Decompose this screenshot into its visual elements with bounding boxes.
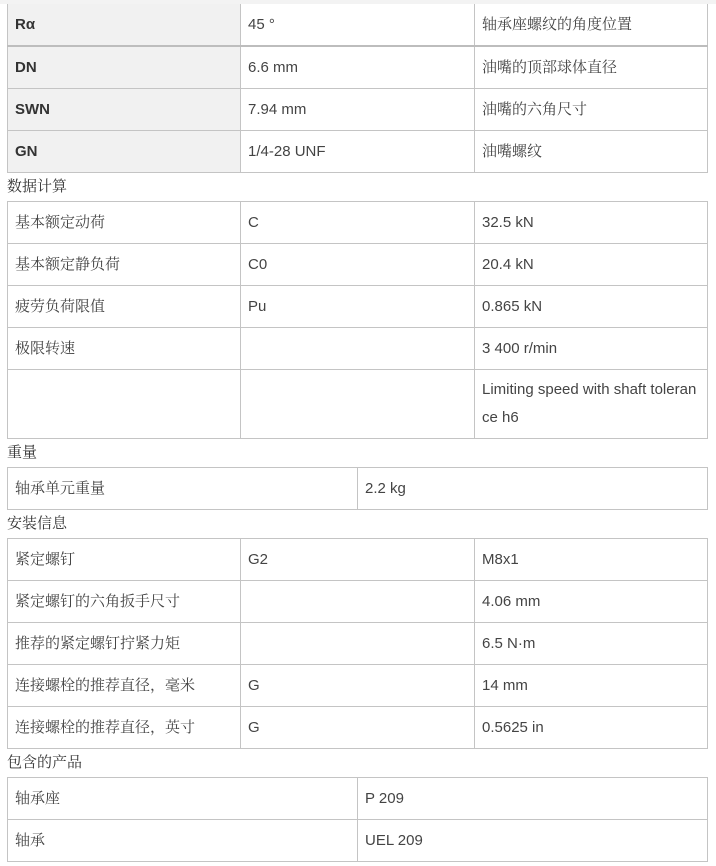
mount-value: 14 mm (475, 665, 708, 707)
calc-name: 基本额定动荷 (8, 202, 241, 244)
table-row (8, 707, 708, 749)
table-row (8, 202, 708, 244)
spec-description: 油嘴的顶部球体直径 (475, 46, 708, 89)
section-title-weight: 重量 (7, 444, 38, 461)
product-name: 轴承座 (8, 778, 358, 820)
product-name: 轴承 (8, 820, 358, 862)
mount-name: 连接螺栓的推荐直径，英寸 (8, 707, 241, 749)
calc-value: 3 400 r/min (475, 328, 708, 370)
table-row (8, 328, 708, 370)
calc-value: 20.4 kN (475, 244, 708, 286)
mount-value: M8x1 (475, 539, 708, 581)
table-row (8, 89, 708, 131)
calc-symbol: C0 (241, 244, 475, 286)
calc-value: 0.865 kN (475, 286, 708, 328)
dimension-spec-table (7, 4, 708, 173)
section-title-included-products: 包含的产品 (7, 754, 83, 771)
spec-value: 45 ° (241, 4, 475, 46)
table-row (8, 286, 708, 328)
weight-table (7, 467, 708, 510)
mount-value: 6.5 N·m (475, 623, 708, 665)
spec-description: 轴承座螺纹的角度位置 (475, 4, 708, 46)
weight-value: 2.2 kg (358, 468, 708, 510)
table-row (8, 244, 708, 286)
mount-symbol (241, 581, 475, 623)
table-row (8, 468, 708, 510)
included-products-table (7, 777, 708, 862)
section-title-mounting: 安装信息 (7, 515, 68, 532)
mount-symbol: G (241, 707, 475, 749)
calc-name (8, 370, 241, 439)
table-row (8, 4, 708, 46)
spec-value: 1/4-28 UNF (241, 131, 475, 173)
calc-name: 极限转速 (8, 328, 241, 370)
product-designation: P 209 (358, 778, 708, 820)
table-row (8, 131, 708, 173)
spec-value: 6.6 mm (241, 46, 475, 89)
calc-symbol (241, 328, 475, 370)
mount-symbol: G2 (241, 539, 475, 581)
table-row (8, 778, 708, 820)
table-row (8, 665, 708, 707)
calc-symbol: Pu (241, 286, 475, 328)
table-row (8, 46, 708, 89)
product-spec-document (7, 4, 707, 862)
mount-name: 推荐的紧定螺钉拧紧力矩 (8, 623, 241, 665)
table-row (8, 370, 708, 439)
table-row (8, 581, 708, 623)
calc-name: 疲劳负荷限值 (8, 286, 241, 328)
mount-symbol: G (241, 665, 475, 707)
spec-value: 7.94 mm (241, 89, 475, 131)
mount-symbol (241, 623, 475, 665)
weight-name: 轴承单元重量 (8, 468, 358, 510)
product-designation: UEL 209 (358, 820, 708, 862)
spec-symbol: SWN (8, 89, 241, 131)
mount-name: 紧定螺钉的六角扳手尺寸 (8, 581, 241, 623)
calculation-table (7, 201, 708, 439)
table-row (8, 539, 708, 581)
calc-symbol (241, 370, 475, 439)
table-row (8, 820, 708, 862)
mount-name: 连接螺栓的推荐直径，毫米 (8, 665, 241, 707)
calc-name: 基本额定静负荷 (8, 244, 241, 286)
mount-name: 紧定螺钉 (8, 539, 241, 581)
mount-value: 0.5625 in (475, 707, 708, 749)
spec-symbol: Rα (8, 4, 241, 46)
spec-symbol: DN (8, 46, 241, 89)
spec-description: 油嘴的六角尺寸 (475, 89, 708, 131)
mount-value: 4.06 mm (475, 581, 708, 623)
table-row (8, 623, 708, 665)
calc-note: Limiting speed with shaft tolerance h6 (475, 370, 708, 439)
section-title-calculation: 数据计算 (7, 178, 68, 195)
calc-symbol: C (241, 202, 475, 244)
calc-value: 32.5 kN (475, 202, 708, 244)
mounting-table (7, 538, 708, 749)
spec-description: 油嘴螺纹 (475, 131, 708, 173)
spec-symbol: GN (8, 131, 241, 173)
